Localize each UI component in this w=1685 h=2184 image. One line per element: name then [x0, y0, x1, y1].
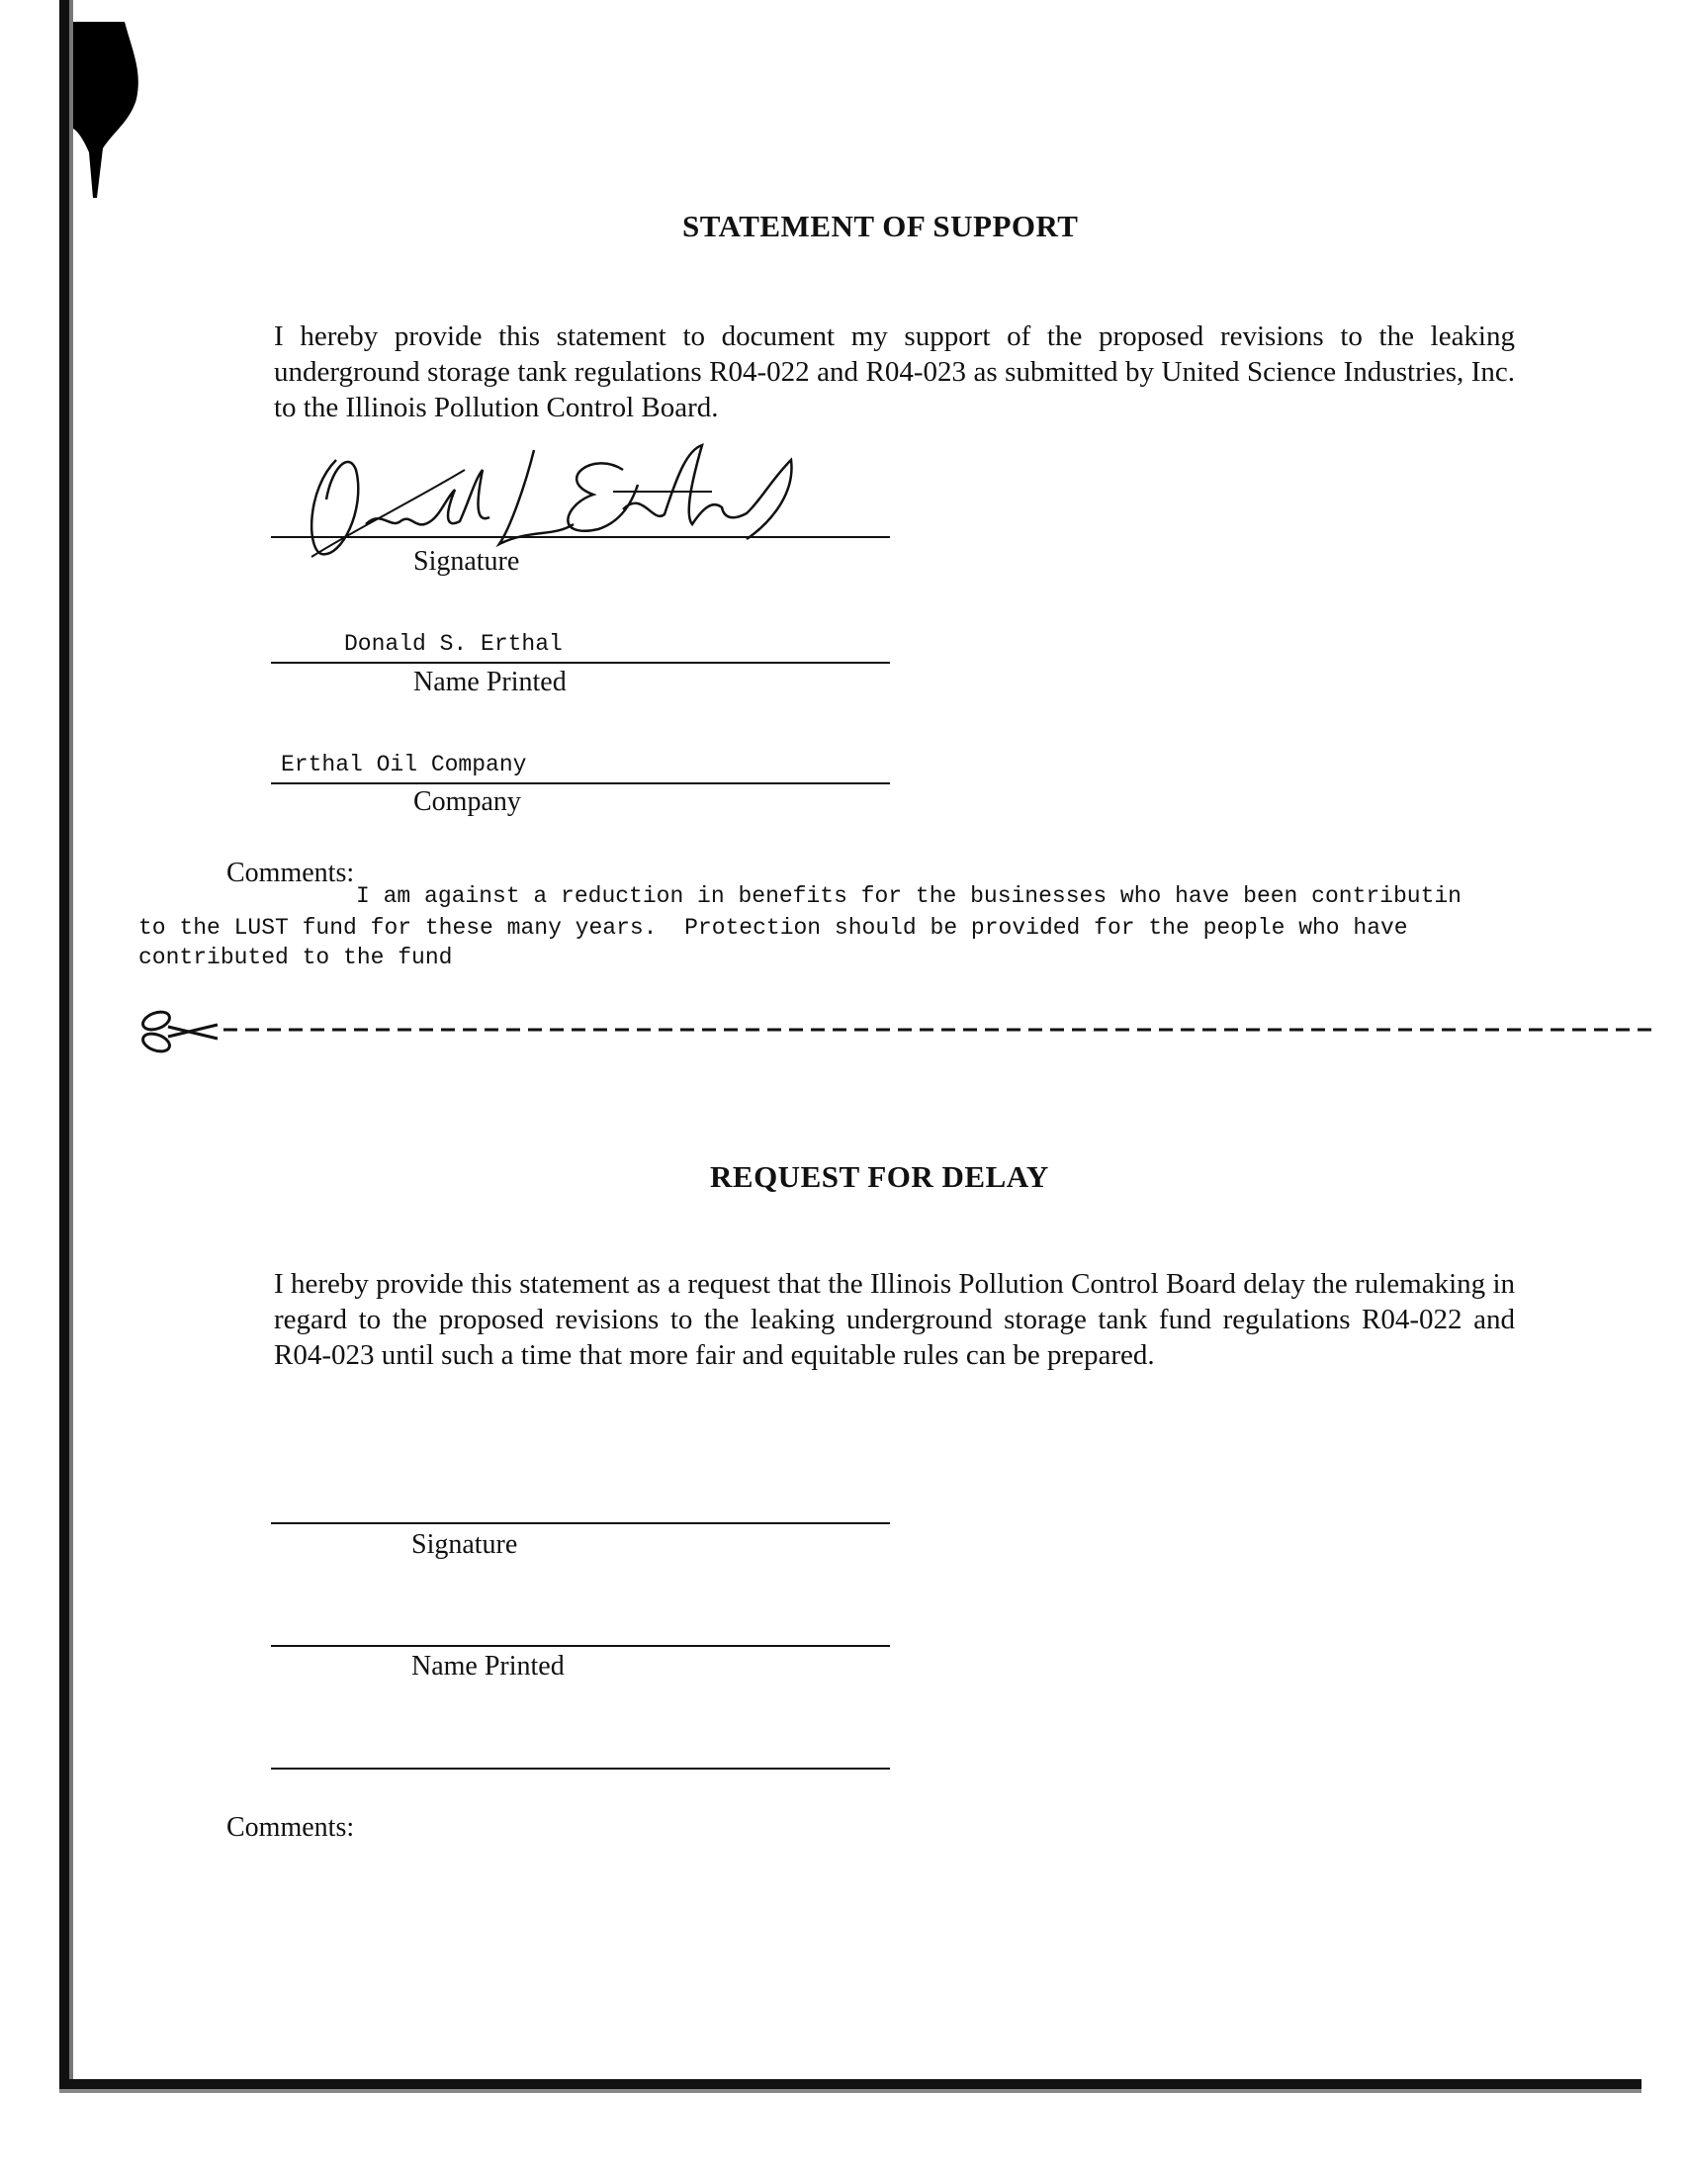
support-company-label: Company — [413, 786, 521, 817]
scan-bottom-edge-shade — [59, 2089, 1641, 2093]
delay-signature-label: Signature — [411, 1529, 518, 1560]
support-name-label: Name Printed — [413, 667, 567, 697]
delay-signature-line — [271, 1522, 890, 1524]
support-comment-line-2: to the LUST fund for these many years. Protection should be provided for the people who have — [138, 915, 1408, 941]
support-comment-line-1: I am against a reduction in benefits for the businesses who have been contributin — [356, 883, 1462, 909]
scan-left-edge-shade — [69, 0, 73, 2087]
delay-extra-line — [271, 1768, 890, 1770]
support-name-line — [271, 662, 890, 664]
delay-paragraph: I hereby provide this statement as a request that the Illinois Pollution Control Board delay the rulemaking in regard to the proposed revisions to the leaking underground storage tank fund regulations R04-022 and R04-023 until such a time that more fair and equitable rules can be prepared. — [274, 1268, 1515, 1371]
delay-comments-label: Comments: — [226, 1812, 355, 1843]
binder-clip-shadow — [73, 22, 192, 200]
handwritten-signature — [297, 430, 850, 569]
support-name-value: Donald S. Erthal — [344, 631, 563, 657]
support-comment-line-3: contributed to the fund — [138, 945, 453, 970]
scan-bottom-edge — [59, 2079, 1641, 2089]
support-comments-label: Comments: — [226, 858, 355, 888]
support-company-value: Erthal Oil Company — [281, 752, 527, 777]
support-signature-line — [271, 536, 890, 538]
support-paragraph: I hereby provide this statement to document my support of the proposed revisions to the leaking underground storage tank regulations R04-022 and R04-023 as submitted by United Science Industries, Inc. to the Illinois Pollution Control Board. — [274, 320, 1515, 423]
support-title: STATEMENT OF SUPPORT — [682, 209, 1079, 243]
support-signature-label: Signature — [413, 546, 520, 577]
scan-left-edge — [59, 0, 69, 2087]
delay-name-label: Name Printed — [411, 1651, 565, 1682]
delay-title: REQUEST FOR DELAY — [710, 1159, 1049, 1194]
cut-line — [138, 999, 1651, 1058]
scissors-icon — [140, 1009, 218, 1055]
support-company-line — [271, 782, 890, 784]
delay-name-line — [271, 1645, 890, 1647]
